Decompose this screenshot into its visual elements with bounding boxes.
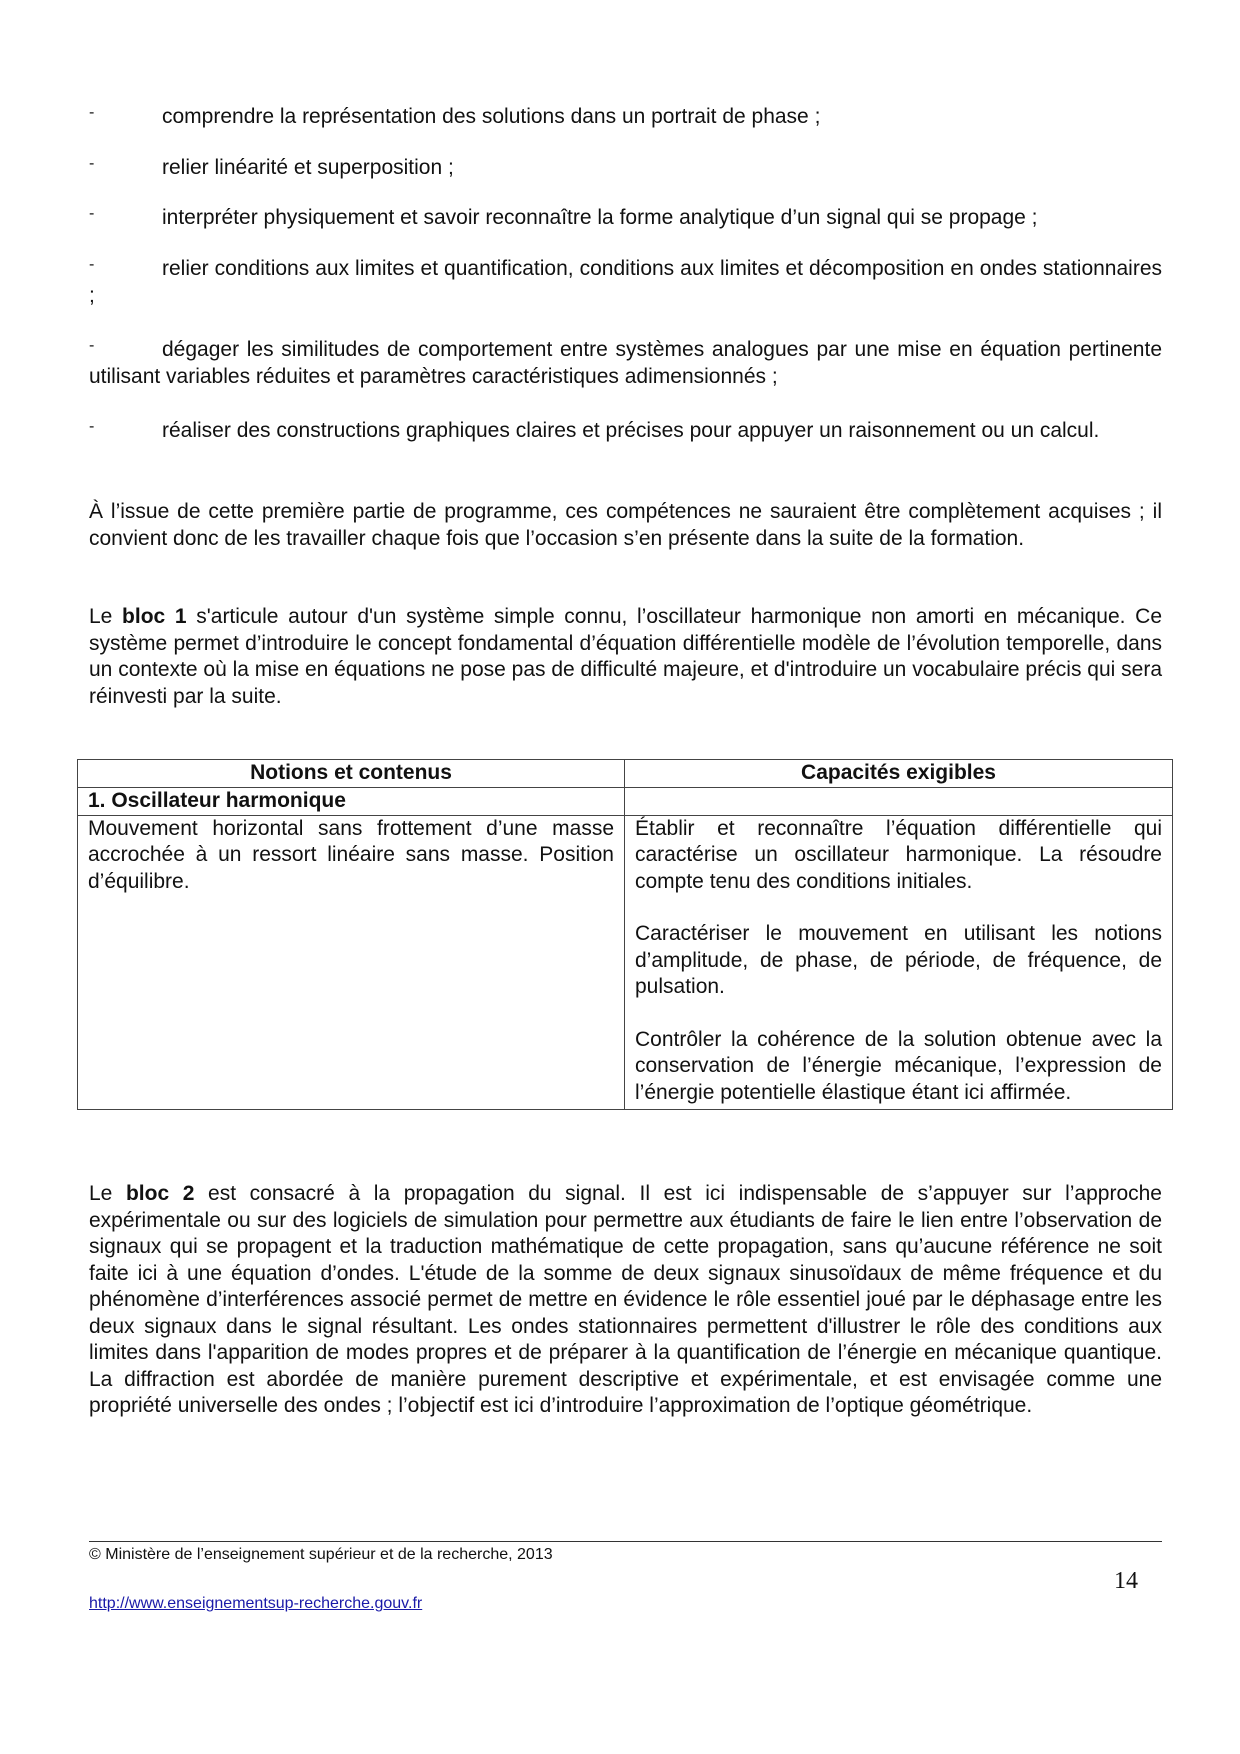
bullet-item	[89, 205, 1162, 232]
bullet-text: relier conditions aux limites et quantification, conditions aux limites et décomposition en ondes stationnaires ;	[89, 257, 1162, 307]
bloc2-prefix: Le	[89, 1182, 126, 1205]
table-section-row	[78, 788, 1173, 816]
bullet-text: réaliser des constructions graphiques claires et précises pour appuyer un raisonnement ou un calcul.	[162, 419, 1100, 442]
program-table	[77, 759, 1173, 1110]
intro-paragraph: À l’issue de cette première partie de programme, ces compétences ne sauraient être complètement acquises ; il convient donc de les travailler chaque fois que l’occasion s’en présente dans la suite de la formation.	[89, 500, 1162, 550]
capacite-item: Contrôler la cohérence de la solution obtenue avec la conservation de l’énergie mécanique, l’expression de l’énergie potentielle élastique étant ici affirmée.	[635, 1027, 1162, 1104]
bullet-text: relier linéarité et superposition ;	[162, 156, 454, 179]
bloc1-text: s'articule autour d'un système simple connu, l’oscillateur harmonique non amorti en mécanique. Ce système permet d’introduire le concept fondamental d’équation différentielle modèle de l’évolution temporelle, dans un contexte où la mise en équations ne pose pas de difficulté majeure, et d'introduire un vocabulaire précis qui sera réinvesti par la suite.	[89, 605, 1163, 708]
capacites-cell	[625, 815, 1173, 1110]
bullet-marker: -	[89, 418, 95, 435]
bullet-marker: -	[89, 205, 95, 222]
bloc2-label: bloc 2	[125, 1182, 195, 1205]
table-header-row	[78, 760, 1173, 788]
bullet-item	[89, 155, 1162, 182]
bloc1-paragraph	[89, 604, 1162, 710]
bullet-marker: -	[89, 256, 95, 273]
section-empty-cell	[625, 788, 1173, 816]
footer-divider	[89, 1541, 1162, 1542]
notions-cell: Mouvement horizontal sans frottement d’une masse accrochée à un ressort linéaire sans masse. Position d’équilibre.	[78, 815, 625, 1110]
bullet-item	[89, 337, 1162, 390]
bullet-item	[89, 104, 1162, 131]
header-notions: Notions et contenus	[78, 760, 625, 788]
bloc2-text: est consacré à la propagation du signal. Il est ici indispensable de s’appuyer sur l’approche expérimentale ou sur des logiciels de simulation pour permettre aux étudiants de faire le lien entre l’observation de signaux qui se propagent et la traduction mathématique de cette propagation, sans qu’aucune référence ne soit faite ici à une équation d’ondes. L'étude de la somme de deux signaux sinusoïdaux de même fréquence et du phénomène d’interférences associé permet de mettre en évidence le rôle essentiel joué par le déphasage entre les deux signaux dans le signal résultant. Les ondes stationnaires permettent d'illustrer le rôle des conditions aux limites dans l'apparition de modes propres et de préparer à la quantification de l’énergie en mécanique quantique. La diffraction est abordée de manière purement descriptive et expérimentale, et est envisagée comme une propriété universelle des ondes ; l’objectif est ici d’introduire l’approximation de l’optique géométrique.	[89, 1182, 1162, 1417]
capacite-item: Établir et reconnaître l’équation différentielle qui caractérise un oscillateur harmonique. La résoudre compte tenu des conditions initiales.	[635, 816, 1162, 893]
bullet-marker: -	[89, 104, 95, 121]
footer-copyright: © Ministère de l’enseignement supérieur et de la recherche, 2013	[89, 1546, 553, 1563]
bloc1-prefix: Le	[89, 605, 123, 628]
bloc2-paragraph	[89, 1181, 1162, 1420]
bullet-marker: -	[89, 337, 95, 354]
bullet-item	[89, 256, 1162, 309]
header-capacites: Capacités exigibles	[625, 760, 1173, 788]
bullet-text: comprendre la représentation des solutions dans un portrait de phase ;	[162, 105, 821, 128]
bloc1-label: bloc 1	[122, 605, 187, 628]
section-title: 1. Oscillateur harmonique	[78, 788, 625, 816]
footer-link[interactable]: http://www.enseignementsup-recherche.gouv.fr	[89, 1595, 423, 1612]
bullet-item	[89, 418, 1162, 445]
capacite-item: Caractériser le mouvement en utilisant les notions d’amplitude, de phase, de période, de fréquence, de pulsation.	[635, 922, 1162, 998]
bullet-text: interpréter physiquement et savoir reconnaître la forme analytique d’un signal qui se propage ;	[162, 206, 1038, 229]
page-number: 14	[1114, 1568, 1138, 1594]
bullet-marker: -	[89, 155, 95, 172]
table-row	[78, 815, 1173, 1110]
bullet-text: dégager les similitudes de comportement entre systèmes analogues par une mise en équation pertinente utilisant variables réduites et paramètres caractéristiques adimensionnés ;	[89, 338, 1162, 388]
